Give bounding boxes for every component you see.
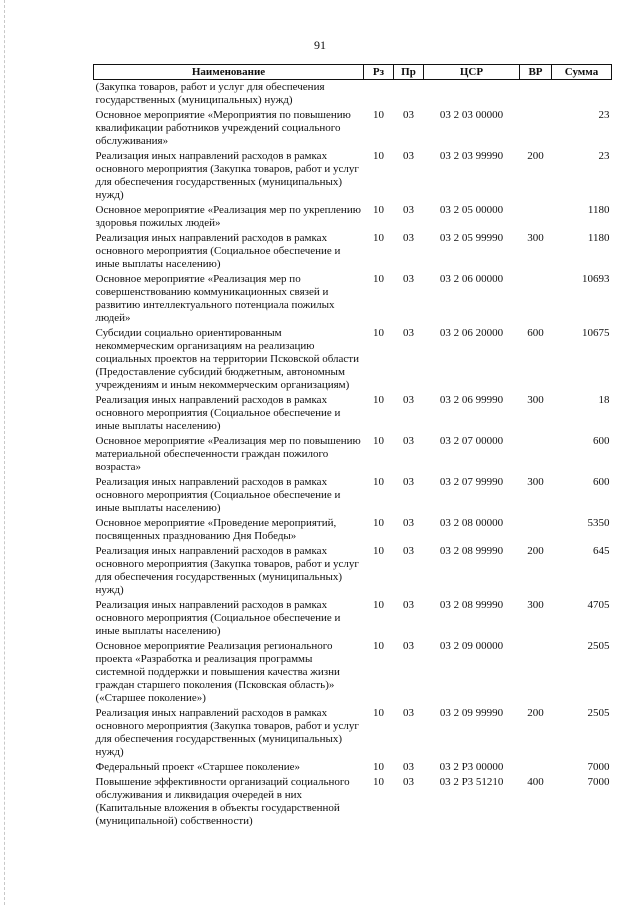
cell-pr: 03 — [403, 761, 414, 773]
cell-csr: 03 2 08 00000 — [439, 517, 504, 529]
cell-csr: 03 2 P3 51210 — [439, 776, 504, 788]
cell-sum: 10693 — [582, 273, 610, 285]
cell-name: Реализация иных направлений расходов в рамках основного мероприятия (Социальное обеспечение и иные выплаты населению) — [95, 232, 341, 270]
cell-pr: 03 — [403, 435, 414, 447]
cell-name: Основное мероприятие «Реализация мер по укреплению здоровья пожилых людей» — [95, 204, 361, 229]
cell-csr: 03 2 09 00000 — [439, 640, 504, 652]
cell-name: Повышение эффективности организаций социального обслуживания и ликвидация очередей в них (Капитальные вложения в объекты государственной (муниципальной) собственности) — [95, 776, 350, 827]
cell-rz: 10 — [373, 435, 384, 447]
cell-pr: 03 — [403, 640, 414, 652]
scan-edge-line — [4, 0, 6, 905]
table-row — [94, 775, 612, 829]
cell-name: Основное мероприятие «Реализация мер по повышению материальной обеспеченности граждан пожилого возраста» — [95, 435, 361, 473]
cell-pr: 03 — [403, 707, 414, 719]
page-number: 91 — [314, 38, 326, 52]
cell-vr: 300 — [527, 599, 544, 611]
cell-vr: 300 — [527, 476, 544, 488]
cell-csr: 03 2 03 99990 — [439, 150, 504, 162]
cell-name: (Закупка товаров, работ и услуг для обеспечения государственных (муниципальных) нужд) — [95, 81, 325, 106]
cell-pr: 03 — [403, 232, 414, 244]
cell-rz: 10 — [373, 327, 384, 339]
cell-sum: 1180 — [587, 204, 610, 216]
cell-pr: 03 — [403, 476, 414, 488]
cell-csr: 03 2 P3 00000 — [439, 761, 504, 773]
cell-sum: 645 — [593, 545, 610, 557]
cell-pr: 03 — [403, 545, 414, 557]
cell-sum: 7000 — [587, 761, 610, 773]
cell-csr: 03 2 09 99990 — [439, 707, 504, 719]
cell-sum: 600 — [593, 435, 610, 447]
budget-table — [93, 64, 612, 829]
table-row — [94, 544, 612, 598]
cell-name: Реализация иных направлений расходов в рамках основного мероприятия (Социальное обеспечение и иные выплаты населению) — [95, 476, 341, 514]
table-row — [94, 80, 612, 109]
cell-rz: 10 — [373, 640, 384, 652]
table-header-row — [94, 65, 612, 80]
cell-rz: 10 — [373, 204, 384, 216]
cell-name: Основное мероприятие «Мероприятия по повышению квалификации работников учреждений социального обслуживания» — [95, 109, 351, 147]
cell-name: Реализация иных направлений расходов в рамках основного мероприятия (Социальное обеспечение и иные выплаты населению) — [95, 599, 341, 637]
cell-pr: 03 — [403, 204, 414, 216]
table-row — [94, 231, 612, 272]
cell-name: Реализация иных направлений расходов в рамках основного мероприятия (Закупка товаров, работ и услуг для обеспечения государственных (муниципальных) нужд) — [95, 707, 359, 758]
cell-vr — [520, 272, 552, 326]
cell-name: Реализация иных направлений расходов в рамках основного мероприятия (Социальное обеспечение и иные выплаты населению) — [95, 394, 341, 432]
cell-sum: 2505 — [587, 707, 610, 719]
cell-rz: 10 — [373, 776, 384, 788]
cell-name: Основное мероприятие «Реализация мер по совершенствованию коммуникационных связей и развитию интеллектуального потенциала пожилых людей» — [95, 273, 335, 324]
cell-sum — [552, 80, 612, 109]
cell-csr: 03 2 05 00000 — [439, 204, 504, 216]
cell-csr — [424, 80, 520, 109]
cell-name: Реализация иных направлений расходов в рамках основного мероприятия (Закупка товаров, работ и услуг для обеспечения государственных (муниципальных) нужд) — [95, 545, 359, 596]
cell-sum: 4705 — [587, 599, 610, 611]
table-row — [94, 639, 612, 706]
cell-rz: 10 — [373, 761, 384, 773]
header-sum: Сумма — [552, 65, 612, 80]
table-row — [94, 272, 612, 326]
cell-vr: 300 — [527, 394, 544, 406]
cell-rz: 10 — [373, 707, 384, 719]
cell-sum: 2505 — [587, 640, 610, 652]
cell-csr: 03 2 05 99990 — [439, 232, 504, 244]
table-row — [94, 326, 612, 393]
cell-sum: 23 — [598, 109, 610, 121]
cell-csr: 03 2 06 20000 — [439, 327, 504, 339]
table-row — [94, 706, 612, 760]
cell-vr — [520, 108, 552, 149]
cell-pr: 03 — [403, 394, 414, 406]
header-csr: ЦСР — [424, 65, 520, 80]
cell-rz: 10 — [373, 394, 384, 406]
header-rz: Рз — [364, 65, 394, 80]
cell-name: Основное мероприятие «Проведение мероприятий, посвященных празднованию Дня Победы» — [95, 517, 337, 542]
cell-name: Федеральный проект «Старшее поколение» — [95, 761, 301, 773]
table-row — [94, 434, 612, 475]
cell-csr: 03 2 08 99990 — [439, 599, 504, 611]
cell-sum: 1180 — [587, 232, 610, 244]
cell-pr: 03 — [403, 776, 414, 788]
cell-vr: 600 — [527, 327, 544, 339]
table-row — [94, 108, 612, 149]
cell-vr — [520, 639, 552, 706]
cell-sum: 10675 — [582, 327, 610, 339]
cell-pr: 03 — [403, 327, 414, 339]
table-body — [94, 80, 612, 830]
cell-sum: 5350 — [587, 517, 610, 529]
table-row — [94, 393, 612, 434]
cell-pr — [394, 80, 424, 109]
cell-vr: 200 — [527, 150, 544, 162]
cell-name: Основное мероприятие Реализация регионального проекта «Разработка и реализация программы системной поддержки и повышения качества жизни граждан старшего поколения (Псковская область)» («Старшее поколение») — [95, 640, 340, 704]
cell-vr — [520, 434, 552, 475]
cell-rz: 10 — [373, 232, 384, 244]
cell-pr: 03 — [403, 109, 414, 121]
cell-vr: 200 — [527, 545, 544, 557]
cell-csr: 03 2 03 00000 — [439, 109, 504, 121]
cell-rz: 10 — [373, 545, 384, 557]
cell-pr: 03 — [403, 517, 414, 529]
header-vr: ВР — [520, 65, 552, 80]
cell-vr — [520, 760, 552, 775]
cell-pr: 03 — [403, 150, 414, 162]
cell-rz: 10 — [373, 476, 384, 488]
cell-sum: 600 — [593, 476, 610, 488]
cell-name: Реализация иных направлений расходов в рамках основного мероприятия (Закупка товаров, работ и услуг для обеспечения государственных (муниципальных) нужд) — [95, 150, 359, 201]
cell-pr: 03 — [403, 273, 414, 285]
table-row — [94, 598, 612, 639]
cell-csr: 03 2 08 99990 — [439, 545, 504, 557]
cell-rz: 10 — [373, 150, 384, 162]
cell-sum: 7000 — [587, 776, 610, 788]
cell-vr: 300 — [527, 232, 544, 244]
cell-vr: 400 — [527, 776, 544, 788]
cell-vr — [520, 203, 552, 231]
cell-csr: 03 2 07 99990 — [439, 476, 504, 488]
cell-rz — [364, 80, 394, 109]
cell-vr: 200 — [527, 707, 544, 719]
cell-sum: 18 — [598, 394, 610, 406]
cell-csr: 03 2 06 00000 — [439, 273, 504, 285]
cell-pr: 03 — [403, 599, 414, 611]
cell-rz: 10 — [373, 599, 384, 611]
cell-rz: 10 — [373, 517, 384, 529]
cell-vr — [520, 516, 552, 544]
cell-rz: 10 — [373, 109, 384, 121]
header-name: Наименование — [94, 65, 364, 80]
cell-name: Субсидии социально ориентированным некоммерческим организациям на реализацию социальных проектов на территории Псковской области (Предоставление субсидий бюджетным, автономным учреждениям и иным некоммерческим организациям) — [95, 327, 359, 391]
cell-csr: 03 2 07 00000 — [439, 435, 504, 447]
cell-sum: 23 — [598, 150, 610, 162]
table-row — [94, 760, 612, 775]
table-row — [94, 516, 612, 544]
cell-csr: 03 2 06 99990 — [439, 394, 504, 406]
table-row — [94, 203, 612, 231]
header-pr: Пр — [394, 65, 424, 80]
table-row — [94, 475, 612, 516]
cell-vr — [520, 80, 552, 109]
table-row — [94, 149, 612, 203]
cell-rz: 10 — [373, 273, 384, 285]
